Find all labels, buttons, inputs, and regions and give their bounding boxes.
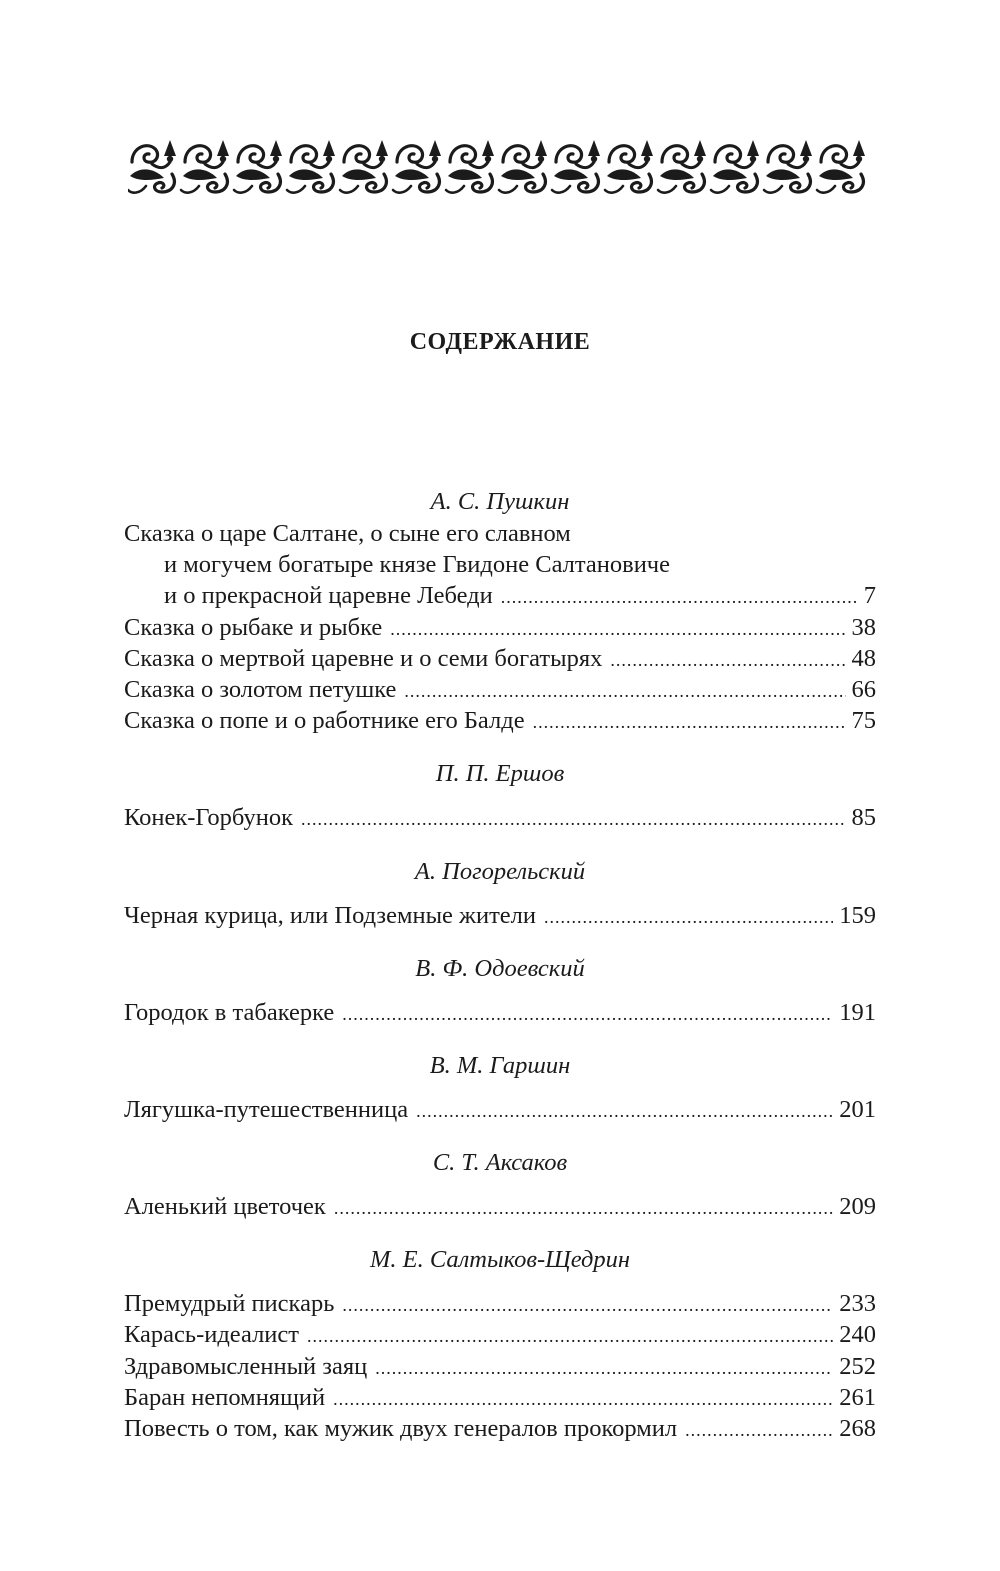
page-number: 85 xyxy=(851,804,876,832)
toc-entry[interactable] xyxy=(124,612,876,643)
dot-leader xyxy=(404,676,845,707)
page-number: 38 xyxy=(851,613,876,641)
author-heading: В. М. Гаршин xyxy=(429,1051,571,1079)
toc-entry[interactable] xyxy=(124,674,876,705)
table-of-contents xyxy=(124,486,876,1444)
entry-title: Лягушка-путешественница xyxy=(124,1095,409,1123)
entry-title: Черная курица, или Подземные жители xyxy=(124,901,536,929)
entry-title: Повесть о том, как мужик двух генералов прокормил xyxy=(124,1415,678,1442)
dot-leader xyxy=(544,902,833,933)
toc-section xyxy=(124,486,876,736)
entry-title: Сказка о золотом петушке xyxy=(124,675,397,703)
entry-title: Конек-Горбунок xyxy=(124,804,293,832)
dot-leader xyxy=(334,1193,833,1224)
page-number: 240 xyxy=(839,1321,876,1349)
decorative-ornament-band xyxy=(128,136,873,200)
dot-leader xyxy=(333,1384,833,1415)
toc-entry[interactable] xyxy=(124,1319,876,1350)
dot-leader xyxy=(390,614,845,645)
toc-entry[interactable] xyxy=(124,643,876,674)
toc-section xyxy=(124,1050,876,1125)
author-heading: М. Е. Салтыков-Щедрин xyxy=(369,1246,631,1274)
page-title: СОДЕРЖАНИЕ xyxy=(409,329,591,355)
dot-leader xyxy=(307,1321,833,1352)
toc-entry[interactable] xyxy=(124,1094,876,1125)
entry-title: Аленький цветочек xyxy=(124,1193,326,1221)
author-heading: П. П. Ершов xyxy=(435,760,565,788)
author-heading: А. Погорельский xyxy=(414,857,586,885)
dot-leader xyxy=(416,1096,833,1127)
page-number: 233 xyxy=(839,1290,876,1318)
page-number: 261 xyxy=(839,1383,876,1411)
entry-title: Сказка о попе и о работнике его Балде xyxy=(124,707,525,735)
entry-title-line: Сказка о царе Салтане, о сыне его славном xyxy=(124,520,571,547)
page-number: 48 xyxy=(851,644,876,672)
toc-entry[interactable] xyxy=(124,1413,876,1444)
toc-section xyxy=(124,1147,876,1222)
toc-entry[interactable] xyxy=(124,518,876,612)
dot-leader xyxy=(342,999,833,1030)
entry-title: Премудрый пискарь xyxy=(124,1290,335,1318)
toc-section xyxy=(124,758,876,833)
author-heading: В. Ф. Одоевский xyxy=(415,954,585,982)
entry-last-line xyxy=(124,580,876,611)
toc-entry[interactable] xyxy=(124,1351,876,1382)
toc-section xyxy=(124,1244,876,1444)
toc-entry[interactable] xyxy=(124,802,876,833)
entry-title: Баран непомнящий xyxy=(124,1383,326,1411)
toc-entry[interactable] xyxy=(124,1288,876,1319)
toc-entry[interactable] xyxy=(124,1191,876,1222)
dot-leader xyxy=(610,645,845,676)
dot-leader xyxy=(301,804,846,835)
dot-leader xyxy=(342,1290,833,1321)
page-number: 159 xyxy=(839,901,876,929)
author-heading: С. Т. Аксаков xyxy=(432,1149,568,1177)
toc-section xyxy=(124,953,876,1028)
page-number: 7 xyxy=(863,582,876,610)
entry-title: Здравомысленный заяц xyxy=(124,1352,368,1380)
entry-title: Сказка о рыбаке и рыбке xyxy=(124,613,383,641)
entry-title: Сказка о мертвой царевне и о семи богатырях xyxy=(124,644,603,672)
toc-entry[interactable] xyxy=(124,1382,876,1413)
dot-leader xyxy=(685,1415,833,1446)
entry-title-line: и о прекрасной царевне Лебеди xyxy=(164,582,493,610)
page-number: 75 xyxy=(851,707,876,735)
page-number: 191 xyxy=(839,998,876,1026)
page-number: 252 xyxy=(839,1352,876,1380)
entry-title: Карась-идеалист xyxy=(124,1321,299,1349)
entry-title: Городок в табакерке xyxy=(124,998,335,1026)
page-number: 268 xyxy=(839,1415,876,1442)
toc-entry[interactable] xyxy=(124,900,876,931)
toc-entry[interactable] xyxy=(124,705,876,736)
page-number: 66 xyxy=(851,675,876,703)
dot-leader xyxy=(501,582,858,613)
dot-leader xyxy=(533,707,846,738)
author-heading: А. С. Пушкин xyxy=(430,488,570,515)
toc-section xyxy=(124,856,876,931)
toc-entry[interactable] xyxy=(124,997,876,1028)
entry-title-line: и могучем богатыре князе Гвидоне Салтановиче xyxy=(164,551,671,579)
page-number: 209 xyxy=(839,1193,876,1221)
dot-leader xyxy=(375,1353,833,1384)
page-number: 201 xyxy=(839,1095,876,1123)
